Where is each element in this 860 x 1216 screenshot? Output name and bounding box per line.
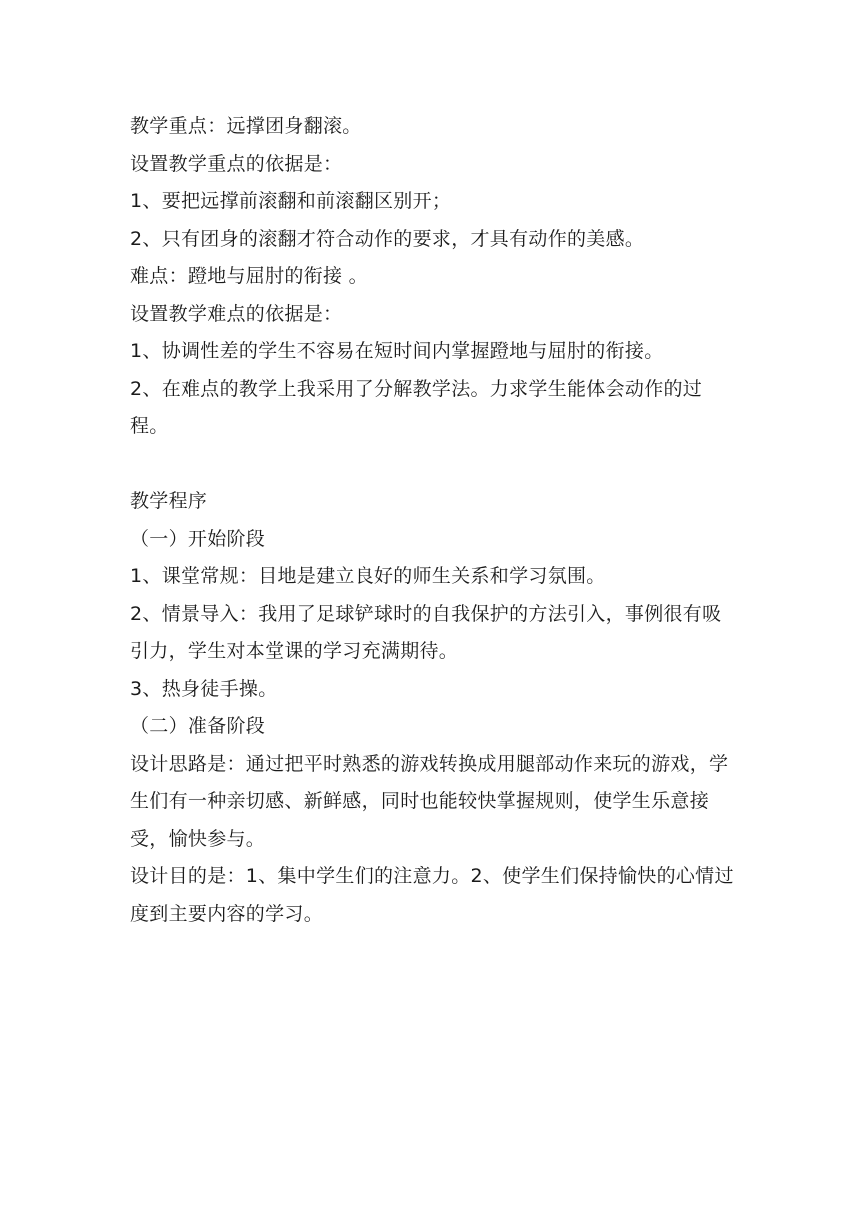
paragraph-classroom-routine: 1、课堂常规：目地是建立良好的师生关系和学习氛围。	[130, 565, 606, 587]
paragraph-difficulty-basis-2: 2、在难点的教学上我采用了分解教学法。力求学生能体会动作的过程。	[130, 377, 703, 437]
paragraph-teaching-focus: 教学重点：远撑团身翻滚。	[130, 115, 362, 137]
paragraph-design-goal: 设计目的是：1、集中学生们的注意力。2、使学生们保持愉快的心情过度到主要内容的学习。	[130, 865, 734, 925]
paragraph-focus-basis-1: 1、要把远撑前滚翻和前滚翻区别开；	[130, 190, 452, 212]
paragraph-difficulty-basis-heading: 设置教学难点的依据是：	[130, 302, 343, 325]
paragraph-focus-basis-heading: 设置教学重点的依据是：	[130, 152, 343, 175]
paragraph-design-idea: 设计思路是：通过把平时熟悉的游戏转换成用腿部动作来玩的游戏，学生们有一种亲切感、新鲜感，同时也能较快掌握规则，使学生乐意接受，愉快参与。	[130, 752, 729, 850]
subsection-heading-start-stage: （一）开始阶段	[130, 527, 266, 550]
document-body	[130, 108, 735, 933]
paragraph-difficulty-basis-1: 1、协调性差的学生不容易在短时间内掌握蹬地与屈肘的衔接。	[130, 340, 664, 362]
section-heading-teaching-procedure: 教学程序	[130, 490, 208, 512]
paragraph-difficulty: 难点：蹬地与屈肘的衔接 。	[130, 265, 368, 287]
subsection-heading-prep-stage: （二）准备阶段	[130, 715, 266, 737]
paragraph-warmup: 3、热身徒手操。	[130, 677, 278, 700]
paragraph-focus-basis-2: 2、只有团身的滚翻才符合动作的要求，才具有动作的美感。	[130, 227, 645, 250]
paragraph-scenario-intro: 2、情景导入：我用了足球铲球时的自我保护的方法引入，事例很有吸引力，学生对本堂课的学习充满期待。	[130, 602, 722, 662]
blank-line	[130, 446, 735, 484]
